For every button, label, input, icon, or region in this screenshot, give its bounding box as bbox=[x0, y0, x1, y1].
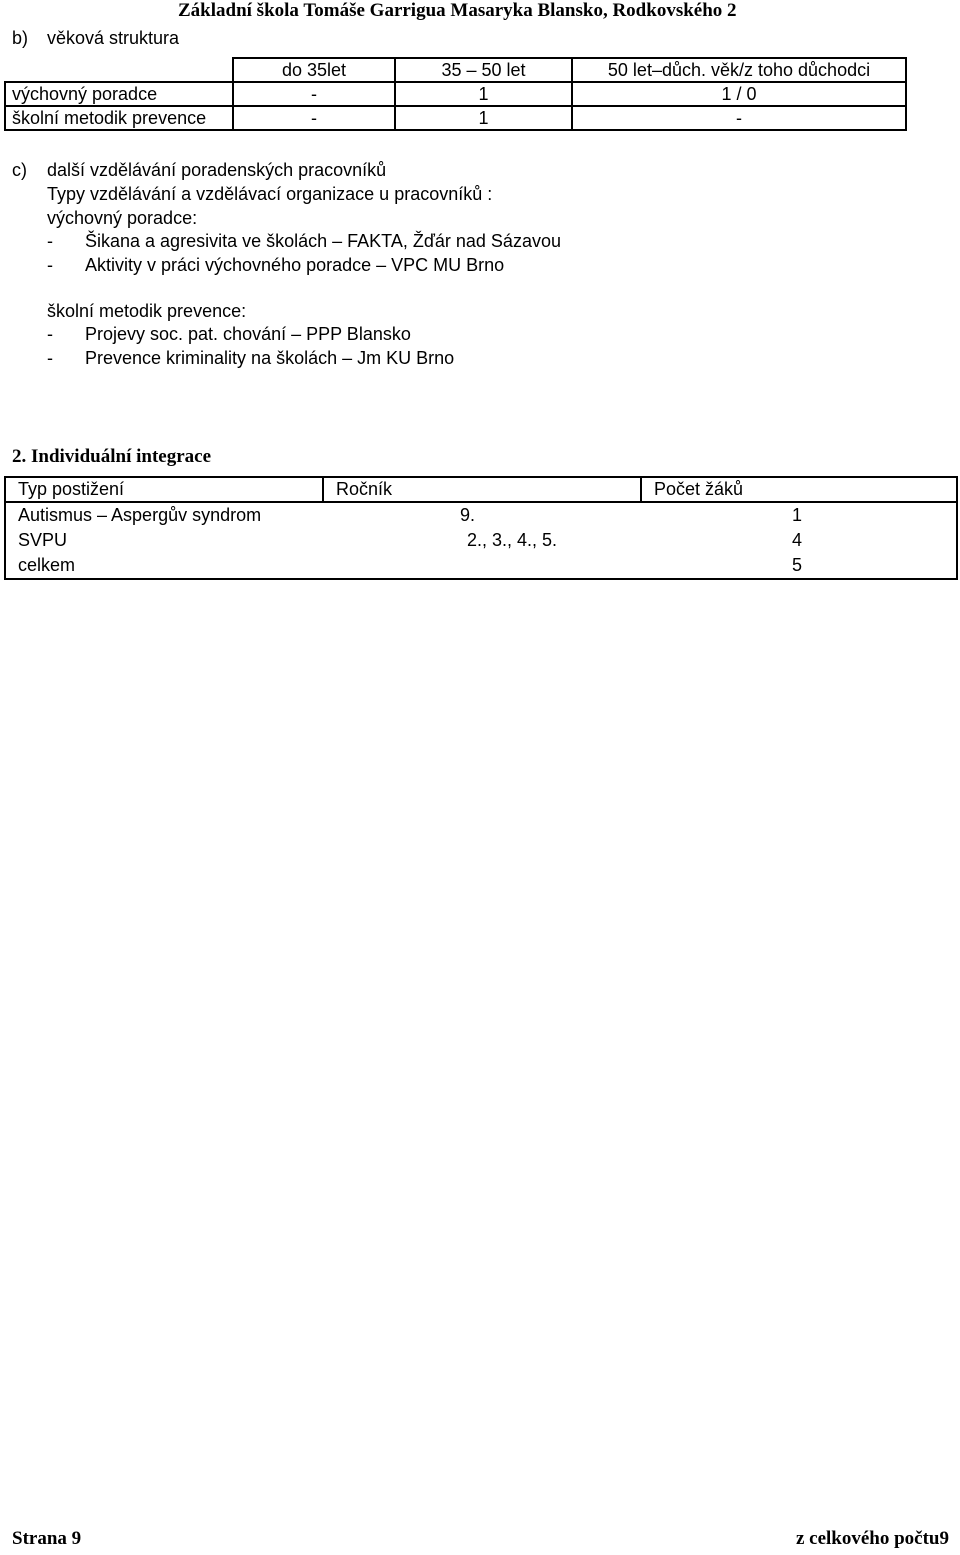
age-table-header-row bbox=[5, 58, 906, 82]
age-col-under-35: do 35let bbox=[233, 58, 395, 82]
cell-type: Autismus – Aspergův syndrom bbox=[5, 502, 323, 528]
group-role-prevention: školní metodik prevence: bbox=[47, 301, 247, 321]
cell-type: celkem bbox=[5, 553, 323, 579]
list-item-text: Šikana a agresivita ve školách – FAKTA, Žďár nad Sázavou bbox=[85, 231, 561, 251]
table-row bbox=[5, 528, 957, 553]
age-row-value: 1 / 0 bbox=[572, 82, 906, 106]
age-row-value: 1 bbox=[395, 82, 572, 106]
age-structure-table bbox=[4, 57, 907, 131]
col-grade: Ročník bbox=[323, 477, 641, 502]
list-item bbox=[47, 324, 411, 345]
age-col-50-retire: 50 let–důch. věk/z toho důchodci bbox=[572, 58, 906, 82]
cell-grade bbox=[323, 553, 641, 579]
table-row bbox=[5, 502, 957, 528]
table-row bbox=[5, 553, 957, 579]
cell-grade: 9. bbox=[459, 505, 475, 525]
list-item-text: Projevy soc. pat. chování – PPP Blansko bbox=[85, 324, 411, 344]
list-item-text: Aktivity v práci výchovného poradce – VPC MU Brno bbox=[85, 255, 505, 275]
section-b-title: věková struktura bbox=[47, 28, 180, 48]
list-item bbox=[47, 255, 504, 276]
section-c-label: c) bbox=[12, 160, 27, 180]
section-b-label: b) bbox=[12, 28, 29, 48]
integration-table bbox=[4, 476, 958, 580]
section-b-heading bbox=[12, 28, 179, 49]
footer-total-pages: z celkového počtu9 bbox=[795, 1528, 949, 1549]
cell-grade: 2., 3., 4., 5. bbox=[466, 530, 557, 550]
list-dash: - bbox=[47, 231, 53, 251]
list-dash: - bbox=[47, 348, 53, 368]
cell-count: 5 bbox=[641, 553, 957, 579]
age-col-35-50: 35 – 50 let bbox=[395, 58, 572, 82]
age-row-value: - bbox=[572, 106, 906, 130]
age-table-row bbox=[5, 106, 906, 130]
section-c-title: další vzdělávání poradenských pracovníků bbox=[47, 160, 387, 180]
col-disability-type: Typ postižení bbox=[5, 477, 323, 502]
col-student-count: Počet žáků bbox=[641, 477, 957, 502]
age-row-value: 1 bbox=[395, 106, 572, 130]
footer-page-number: Strana 9 bbox=[12, 1528, 82, 1549]
age-row-value: - bbox=[233, 82, 395, 106]
page-header-title: Základní škola Tomáše Garrigua Masaryka Blansko, Rodkovského 2 bbox=[178, 0, 737, 21]
section-2-heading: 2. Individuální integrace bbox=[12, 446, 211, 467]
section-c-heading bbox=[12, 160, 386, 181]
list-item bbox=[47, 348, 454, 369]
list-item-text: Prevence kriminality na školách – Jm KU Brno bbox=[85, 348, 455, 368]
cell-count: 1 bbox=[641, 502, 957, 528]
group-role-advisor: výchovný poradce: bbox=[47, 208, 198, 228]
section-c-subtitle: Typy vzdělávání a vzdělávací organizace u pracovníků : bbox=[47, 184, 493, 204]
integration-header-row bbox=[5, 477, 957, 502]
list-dash: - bbox=[47, 324, 53, 344]
age-table-row bbox=[5, 82, 906, 106]
list-dash: - bbox=[47, 255, 53, 275]
list-item bbox=[47, 231, 561, 252]
age-table-corner bbox=[5, 58, 233, 82]
cell-type: SVPU bbox=[5, 528, 323, 553]
cell-count: 4 bbox=[641, 528, 957, 553]
age-row-label: výchovný poradce bbox=[5, 82, 233, 106]
age-row-label: školní metodik prevence bbox=[5, 106, 233, 130]
age-row-value: - bbox=[233, 106, 395, 130]
